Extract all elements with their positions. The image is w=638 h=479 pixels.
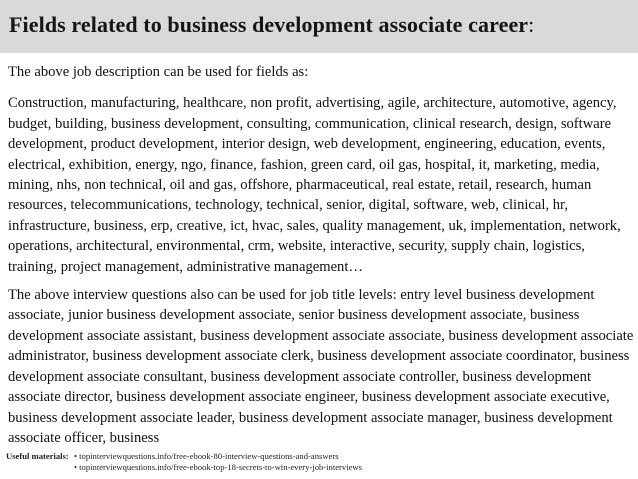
content-body xyxy=(8,62,636,448)
fields-paragraph: Construction, manufacturing, healthcare, non profit, advertising, agile, architecture, automotive, agency, budget, building, business development, consulting, communication, clinical research, design, software development, product development, interior design, web development, engineering, education, events, electrical, exhibition, energy, ngo, finance, fashion, green card, oil gas, hospital, it, marketing, media, mining, nhs, non technical, oil and gas, offshore, pharmaceutical, real estate, retail, research, human resources, telecommunications, technology, technical, senior, digital, software, web, clinical, hr, infrastructure, business, erp, creative, ict, hvac, sales, quality management, uk, implementation, network, operations, architectural, environmental, crm, website, interactive, security, supply chain, logistics, training, project management, administrative management… xyxy=(8,95,621,275)
page-title-colon: : xyxy=(528,12,535,37)
footer-link-2[interactable]: • topinterviewquestions.info/free-ebook-top-18-secrets-to-win-every-job-interviews xyxy=(74,461,362,472)
page-title-text: Fields related to business development associate career xyxy=(9,12,529,37)
footer-label: Useful materials: xyxy=(6,451,69,461)
job-titles-paragraph: The above interview questions also can be used for job title levels: entry level business development associate, junior business development associate, senior business development associate, business development associate assistant, business development associate associate, business development associate administrator, business development associate clerk, business development associate coordinator, business development associate consultant, business development associate controller, business development associate director, business development associate engineer, business development associate executive, business development associate leader, business development associate manager, business development associate officer, business xyxy=(8,287,634,446)
footer-link-1[interactable]: • topinterviewquestions.info/free-ebook-80-interview-questions-and-answers xyxy=(74,451,339,461)
footer-useful-materials xyxy=(6,451,636,472)
title-bar xyxy=(0,0,638,53)
page-title xyxy=(9,12,638,38)
intro-text: The above job description can be used for fields as: xyxy=(8,64,309,80)
